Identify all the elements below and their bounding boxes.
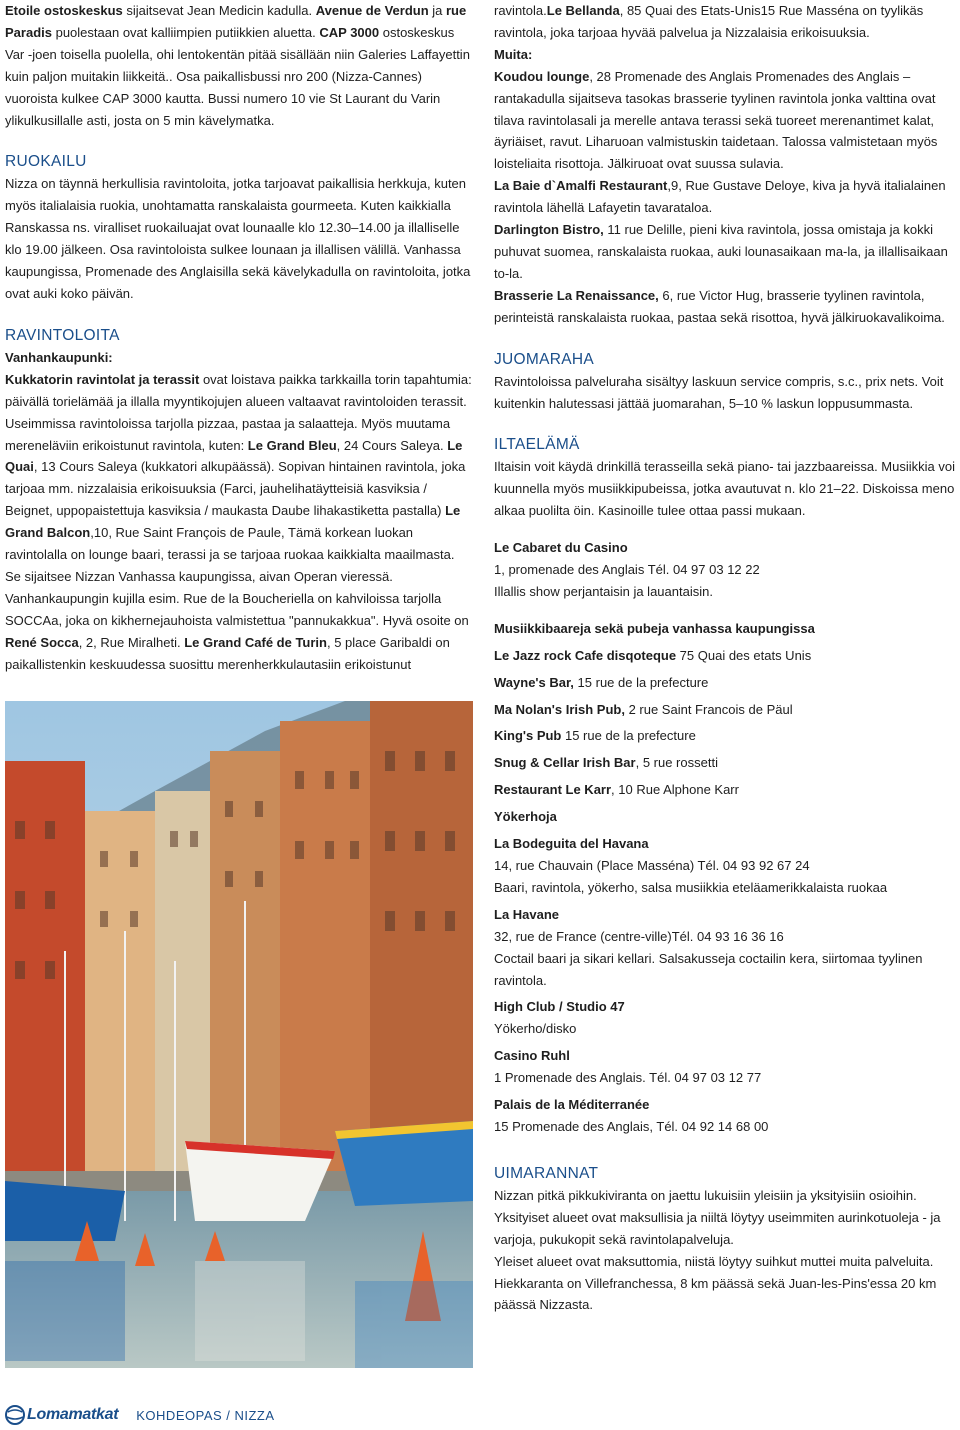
page-footer: [5, 1401, 275, 1429]
cabaret-name: Le Cabaret du Casino: [494, 540, 628, 556]
bars-list: [494, 645, 956, 801]
uimarannat-paragraph-2: Yleiset alueet ovat maksuttomia, niistä löytyy suihkut muttei muita palveluita. Hiekkaranta on Villefranchessa, 8 km päässä sekä Juan-les-Pins'essa 20 km päässä Nizzasta.: [494, 1253, 937, 1313]
club-name: La Bodeguita del Havana: [494, 836, 649, 852]
bar-item: [494, 645, 956, 667]
iltaelama-heading: ILTAELÄMÄ: [494, 436, 580, 454]
bar-address: 15 rue de la prefecture: [561, 728, 696, 744]
bar-name: Restaurant Le Karr: [494, 782, 612, 798]
muita-label: Muita:: [494, 46, 533, 62]
uimarannat-heading: UIMARANNAT: [494, 1164, 599, 1182]
bar-item: [494, 752, 956, 774]
bar-name: Ma Nolan's Irish Pub,: [494, 701, 625, 717]
shopping-intro-paragraph: Etoile ostoskeskus sijaitsevat Jean Medicin kadulla. Avenue de Verdun ja rue Paradis puolestaan ovat kalliimpien putiikkien aluetta. CAP 3000 ostoskeskus Var -joen toisella puolella, ohi lentokentän pitää sisällään niin Galeries Laffayettin kuin paljon muitakin liikkeitä.. Osa paikallisbussi nro 200 (Nizza-Cannes) vuoroista kulkee CAP 3000 kautta. Bussi numero 10 vie St Laurant du Varin ylikulkusillalle asti, josta on 5 min kävelymatka.: [5, 3, 470, 128]
cabaret-note: Illallis show perjantaisin ja lauantaisin.: [494, 583, 713, 599]
guide-title: KOHDEOPAS / NIZZA: [136, 1407, 275, 1423]
brand-logo: [5, 1405, 118, 1425]
club-item: [494, 996, 956, 1040]
old-town-subheading: Vanhankaupunki:: [5, 349, 113, 365]
globe-icon: [5, 1405, 25, 1425]
ravintoloita-paragraph: Kukkatorin ravintolat ja terassit ovat loistava paikka tarkkailla torin tapahtumia: päivällä torielämää ja illalla myyntikojujen alueen valtaavat ravintoloiden terassit. Useimmissa ravintoloissa tarjolla pizzaa, pastaa ja salaatteja. Myös muutama mereneläviin erikoistunut ravintola, kuten: Le Grand Bleu, 24 Cours Saleya. Le Quai, 13 Cours Saleya (kukkatori alkupäässä). Sopivan hintainen ravintola, joka tarjoaa mm. nizzalaisia erikoisuuksia (Farci, jauhelihatäytteisiä kasviksia / Beignet, uppopaistettuja kasviksia / maukasta Daube lihakastiketta pastalla) Le Grand Balcon,10, Rue Saint François de Paule, Tämä korkean luokan ravintolalla on lounge baari, terassi ja se tarjoaa ruokaa kaikkialta maailmasta. Se sijaitsee Nizzan Vanhassa kaupungissa, aivan Operan vieressä. Vanhankaupungin kujilla esim. Rue de la Boucheriella on kahviloissa tarjolla SOCCAa, joka on kikhernejauhoista valmistettua "pannukakkua". Hyvä osoite on René Socca, 2, Rue Miralheti. Le Grand Café de Turin, 5 place Garibaldi on paikallistenkin keskuudessa suosittu merenherkkulautasiin erikoistunut: [5, 371, 472, 672]
renaissance-paragraph: Brasserie La Renaissance, 6, rue Victor Hug, brasserie tyylinen ravintola, perinteistä ranskalaista ruokaa, pastaa sekä risottoa, hyvä jälkiruokavalikoima.: [494, 287, 945, 325]
club-detail: Yökerho/disko: [494, 1021, 577, 1037]
club-detail: 15 Promenade des Anglais, Tél. 04 92 14 68 00: [494, 1118, 769, 1134]
bar-address: , 5 rue rossetti: [635, 755, 718, 771]
club-name: La Havane: [494, 906, 560, 922]
bar-item: [494, 725, 956, 747]
club-name: High Club / Studio 47: [494, 999, 625, 1015]
club-detail: 1 Promenade des Anglais. Tél. 04 97 03 12 77: [494, 1070, 762, 1086]
bellanda-paragraph: ravintola.Le Bellanda, 85 Quai des Etats-Unis15 Rue Masséna on tyylikäs ravintola, joka tarjoaa hyvää palvelua ja Nizzalaisia erikoisuuksia.: [494, 3, 924, 40]
cabaret-address: 1, promenade des Anglais Tél. 04 97 03 12 22: [494, 562, 760, 578]
baie-amalfi-paragraph: La Baie d`Amalfi Restaurant,9, Rue Gustave Deloye, kiva ja hyvä italialainen ravintola lähellä Lafayetin tavarataloa.: [494, 178, 946, 216]
bar-name: Snug & Cellar Irish Bar: [494, 755, 636, 771]
koudou-paragraph: Koudou lounge, 28 Promenade des Anglais Promenades des Anglais – rantakadulla sijaitseva tasokas brasserie tyylinen ravintola jonka valttina ovat tilava ravintolasali ja merelle antava terassi sekä tuoreet merenantimet kalat, äyriäiset, ravut. Liharuoan valmistuskin taidetaan. Talossa valmistetaan myös loisteliaita risottoja. Jälkiruoat ovat suussa sulavia.: [494, 68, 938, 172]
brand-name: Lomamatkat: [27, 1406, 119, 1423]
club-detail: 14, rue Chauvain (Place Masséna) Tél. 04 93 92 67 24: [494, 858, 810, 873]
club-item: [494, 1094, 956, 1138]
bars-heading: Musiikkibaareja sekä pubeja vanhassa kaupungissa: [494, 620, 815, 636]
club-item: [494, 904, 956, 992]
club-detail: Baari, ravintola, yökerho, salsa musiikkia eteläamerikkalaista ruokaa: [494, 879, 888, 895]
harbour-photo: [5, 701, 473, 1368]
yokerhoja-heading: Yökerhoja: [494, 809, 557, 825]
right-column: [494, 0, 956, 1316]
club-item: [494, 833, 956, 899]
left-column: [5, 0, 473, 675]
bar-address: 2 rue Saint Francois de Päul: [624, 701, 793, 717]
bar-item: [494, 672, 956, 694]
clubs-list: [494, 833, 956, 1138]
juomaraha-heading: JUOMARAHA: [494, 350, 595, 368]
bar-item: [494, 779, 956, 801]
club-detail: Coctail baari ja sikari kellari. Salsakusseja coctailin kera, siirtomaa tyylinen ravintola.: [494, 950, 923, 988]
bar-address: 15 rue de la prefecture: [573, 674, 709, 690]
ruokailu-paragraph: Nizza on täynnä herkullisia ravintoloita, jotka tarjoavat paikallisia herkkuja, kuten myös italialaisia ruokia, unohtamatta ranskalaista gourmeeta. Kuten kaikkialla Ranskassa ns. viralliset ruokailuajat ovat lounaalle klo 12.30–14.00 ja illalliselle klo 19.00 jälkeen. Osa ravintoloista sulkee lounaan ja illallisen välillä. Vanhassa kaupungissa, Promenade des Anglaisilla sekä kävelykadulla on ravintoloita, jotka ovat auki koko päivän.: [5, 176, 471, 301]
uimarannat-paragraph-1: Nizzan pitkä pikkukiviranta on jaettu lukuisiin yleisiin ja yksityisiin osioihin. Yksityiset alueet ovat maksullisia ja niiltä löytyy useimmiten aurinkotuoleja - ja varjoja, pukukopit sekä ravintolapalveluja.: [494, 1187, 941, 1247]
bar-name: King's Pub: [494, 728, 562, 744]
juomaraha-paragraph: Ravintoloissa palveluraha sisältyy laskuun service compris, s.c., prix nets. Voit kuitenkin halutessasi jättää juomarahan, 5–10 % laskun loppusummasta.: [494, 373, 944, 411]
iltaelama-paragraph: Iltaisin voit käydä drinkillä terasseilla sekä piano- tai jazzbaareissa. Musiikkia voi kuunnella myös musiikkipubeissa, jotka avautuvat n. klo 21–22. Diskoissa meno alkaa puolilta öin. Kasinoille tulee ottaa passi mukaan.: [494, 459, 955, 519]
bar-address: 75 Quai des etats Unis: [676, 647, 812, 663]
bar-name: Le Jazz rock Cafe disqoteque: [494, 647, 677, 663]
club-name: Casino Ruhl: [494, 1048, 570, 1064]
club-name: Palais de la Méditerranée: [494, 1097, 650, 1113]
club-detail: 32, rue de France (centre-ville)Tél. 04 93 16 36 16: [494, 928, 784, 944]
darlington-paragraph: Darlington Bistro, 11 rue Delille, pieni kiva ravintola, jossa omistaja ja kokki puhuvat suomea, ranskalaista ruokaa, auki lounasaikaan ma-la, ja illallisaikaan to-la.: [494, 222, 948, 281]
club-item: [494, 1045, 956, 1089]
bar-address: , 10 Rue Alphone Karr: [611, 782, 739, 798]
ruokailu-heading: RUOKAILU: [5, 153, 87, 171]
bar-item: [494, 699, 956, 721]
ravintoloita-heading: RAVINTOLOITA: [5, 326, 120, 344]
bar-name: Wayne's Bar,: [494, 674, 574, 690]
